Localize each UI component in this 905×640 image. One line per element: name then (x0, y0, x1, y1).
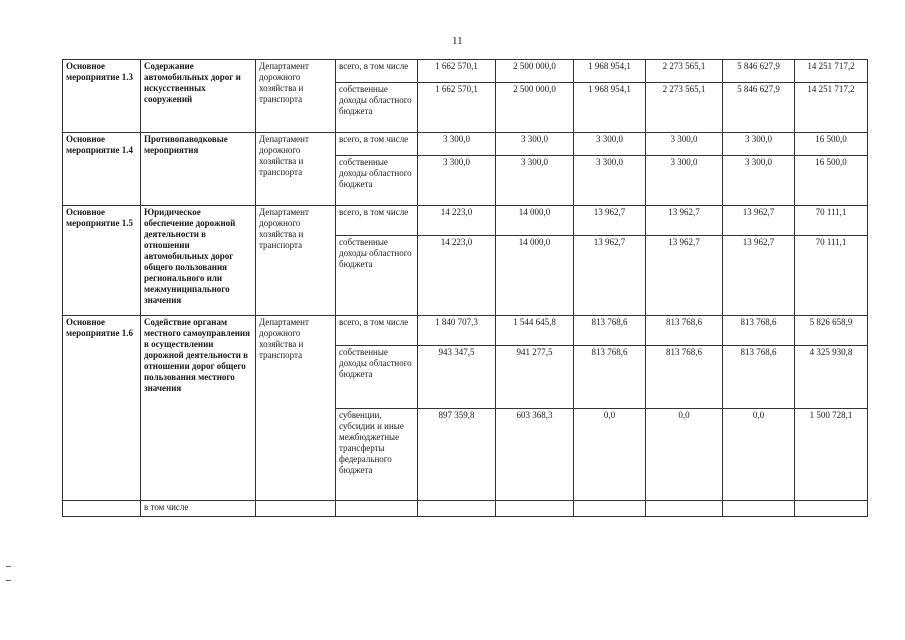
executor-cell: Департамент дорожного хозяйства и транспорта (256, 316, 336, 501)
funding-source-cell: собственные доходы областного бюджета (336, 346, 418, 409)
amount-cell: 603 368,3 (496, 409, 574, 501)
amount-cell: 3 300,0 (723, 156, 795, 206)
amount-cell: 4 325 930,8 (795, 346, 868, 409)
amount-cell: 1 968 954,1 (574, 83, 646, 133)
amount-cell: 3 300,0 (574, 156, 646, 206)
empty-cell (496, 501, 574, 517)
amount-cell: 13 962,7 (646, 236, 723, 316)
funding-source-cell: собственные доходы областного бюджета (336, 236, 418, 316)
footer-label-cell: в том числе (141, 501, 256, 517)
amount-cell: 2 273 565,1 (646, 83, 723, 133)
amount-cell: 13 962,7 (574, 206, 646, 236)
activity-name-cell: Основное мероприятие 1.3 (63, 60, 141, 133)
amount-cell: 16 500,0 (795, 156, 868, 206)
empty-cell (574, 501, 646, 517)
table-row (63, 316, 868, 346)
amount-cell: 1 500 728,1 (795, 409, 868, 501)
amount-cell: 70 111,1 (795, 236, 868, 316)
empty-cell (646, 501, 723, 517)
funding-source-cell: собственные доходы областного бюджета (336, 83, 418, 133)
funding-source-cell: собственные доходы областного бюджета (336, 156, 418, 206)
funding-source-cell: всего, в том числе (336, 206, 418, 236)
amount-cell: 13 962,7 (723, 206, 795, 236)
activity-title-cell: Содержание автомобильных дорог и искусственных сооружений (141, 60, 256, 133)
amount-cell: 1 968 954,1 (574, 60, 646, 83)
executor-cell: Департамент дорожного хозяйства и транспорта (256, 60, 336, 133)
amount-cell: 2 273 565,1 (646, 60, 723, 83)
amount-cell: 13 962,7 (723, 236, 795, 316)
amount-cell: 5 826 658,9 (795, 316, 868, 346)
amount-cell: 14 000,0 (496, 206, 574, 236)
amount-cell: 14 251 717,2 (795, 83, 868, 133)
amount-cell: 0,0 (574, 409, 646, 501)
empty-cell (336, 501, 418, 517)
amount-cell: 14 223,0 (418, 236, 496, 316)
amount-cell: 13 962,7 (646, 206, 723, 236)
amount-cell: 0,0 (723, 409, 795, 501)
amount-cell: 897 359,8 (418, 409, 496, 501)
activity-name-cell: Основное мероприятие 1.4 (63, 133, 141, 206)
amount-cell: 813 768,6 (574, 316, 646, 346)
empty-cell (723, 501, 795, 517)
funding-source-cell: всего, в том числе (336, 60, 418, 83)
table-row (63, 206, 868, 236)
executor-cell: Департамент дорожного хозяйства и транспорта (256, 206, 336, 316)
amount-cell: 14 223,0 (418, 206, 496, 236)
amount-cell: 3 300,0 (418, 133, 496, 156)
funding-table (62, 59, 868, 517)
amount-cell: 2 500 000,0 (496, 60, 574, 83)
executor-cell: Департамент дорожного хозяйства и транспорта (256, 133, 336, 206)
amount-cell: 14 000,0 (496, 236, 574, 316)
amount-cell: 813 768,6 (723, 316, 795, 346)
funding-source-cell: всего, в том числе (336, 316, 418, 346)
margin-mark (6, 566, 11, 567)
amount-cell: 3 300,0 (496, 156, 574, 206)
amount-cell: 2 500 000,0 (496, 83, 574, 133)
amount-cell: 0,0 (646, 409, 723, 501)
activity-name-cell: Основное мероприятие 1.6 (63, 316, 141, 501)
amount-cell: 3 300,0 (646, 133, 723, 156)
amount-cell: 3 300,0 (646, 156, 723, 206)
funding-source-cell: субвенции, субсидии и иные межбюджетные трансферты федерального бюджета (336, 409, 418, 501)
activity-title-cell: Содействие органам местного самоуправления в осуществлении дорожной деятельности в отношении дорог общего пользования местного значения (141, 316, 256, 501)
amount-cell: 3 300,0 (496, 133, 574, 156)
amount-cell: 813 768,6 (723, 346, 795, 409)
amount-cell: 1 662 570,1 (418, 83, 496, 133)
margin-mark (6, 580, 11, 581)
amount-cell: 5 846 627,9 (723, 83, 795, 133)
amount-cell: 1 544 645,8 (496, 316, 574, 346)
amount-cell: 941 277,5 (496, 346, 574, 409)
amount-cell: 16 500,0 (795, 133, 868, 156)
empty-cell (418, 501, 496, 517)
amount-cell: 70 111,1 (795, 206, 868, 236)
table-row (63, 501, 868, 517)
amount-cell: 813 768,6 (646, 346, 723, 409)
page-number: 11 (452, 35, 463, 47)
empty-cell (795, 501, 868, 517)
empty-cell (63, 501, 141, 517)
amount-cell: 3 300,0 (723, 133, 795, 156)
amount-cell: 943 347,5 (418, 346, 496, 409)
activity-name-cell: Основное мероприятие 1.5 (63, 206, 141, 316)
amount-cell: 3 300,0 (418, 156, 496, 206)
table-row (63, 60, 868, 83)
amount-cell: 813 768,6 (646, 316, 723, 346)
amount-cell: 5 846 627,9 (723, 60, 795, 83)
activity-title-cell: Противопаводковые мероприятия (141, 133, 256, 206)
amount-cell: 3 300,0 (574, 133, 646, 156)
table-row (63, 133, 868, 156)
amount-cell: 13 962,7 (574, 236, 646, 316)
empty-cell (256, 501, 336, 517)
table-body (63, 60, 868, 517)
amount-cell: 14 251 717,2 (795, 60, 868, 83)
amount-cell: 1 840 707,3 (418, 316, 496, 346)
funding-source-cell: всего, в том числе (336, 133, 418, 156)
amount-cell: 1 662 570,1 (418, 60, 496, 83)
activity-title-cell: Юридическое обеспечение дорожной деятельности в отношении автомобильных дорог общего пользования регионального или межмуниципального значения (141, 206, 256, 316)
amount-cell: 813 768,6 (574, 346, 646, 409)
